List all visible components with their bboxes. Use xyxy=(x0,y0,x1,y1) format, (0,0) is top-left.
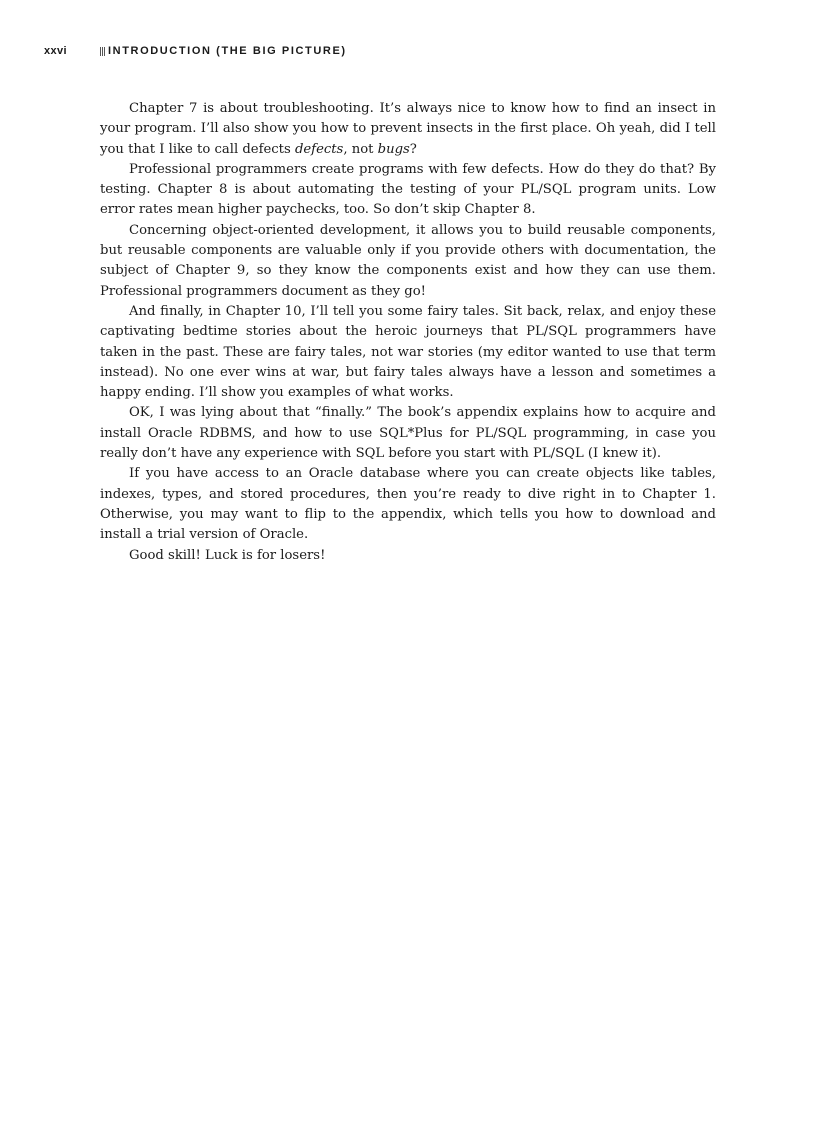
paragraph-chapter-8: Professional programmers create programs with few defects. How do they do that? By testing. Chapter 8 is about automating the testing of your PL/SQL program units. Low error rates mean higher paychecks, too. So don’t skip Chapter 8. xyxy=(100,161,716,218)
paragraph-appendix: OK, I was lying about that “finally.” The book’s appendix explains how to acquire and install Oracle RDBMS, and how to use SQL*Plus for PL/SQL programming, in case you really don’t have any experience with SQL before you start with PL/SQL (I knew it). xyxy=(100,405,716,462)
paragraph-text: Chapter 7 is about troubleshooting. It’s always nice to know how to find an insect in your program. I’ll also show you how to prevent insects in the first place. Oh yeah, did I tell you that I like to call defects xyxy=(100,101,716,157)
paragraph-text: , not xyxy=(343,141,378,157)
body-text xyxy=(100,99,716,566)
paragraph-chapter-7 xyxy=(100,99,716,160)
paragraph-closing: Good skill! Luck is for losers! xyxy=(129,547,326,563)
emphasis-defects: defects xyxy=(294,141,344,157)
page-number: xxvi xyxy=(44,45,68,57)
paragraph-chapter-10: And finally, in Chapter 10, I’ll tell you some fairy tales. Sit back, relax, and enjoy these captivating bedtime stories about the heroic journeys that PL/SQL programmers have taken in the past. These are fairy tales, not war stories (my editor wanted to use that term instead). No one ever wins at war, but fairy tales always have a lesson and sometimes a happy ending. I’ll show you examples of what works. xyxy=(100,303,716,401)
paragraph-getting-started: If you have access to an Oracle database where you can create objects like tables, indexes, types, and stored procedures, then you’re ready to dive right in to Chapter 1. Otherwise, you may want to flip to the appendix, which tells you how to download and install a trial version of Oracle. xyxy=(100,466,716,543)
section-marker-icon xyxy=(100,47,106,56)
running-title: INTRODUCTION (THE BIG PICTURE) xyxy=(108,45,347,57)
emphasis-bugs: bugs xyxy=(377,141,410,157)
paragraph-text: ? xyxy=(409,141,417,157)
running-head xyxy=(44,43,347,59)
paragraph-chapter-9: Concerning object-oriented development, it allows you to build reusable components, but reusable components are valuable only if you provide others with documentation, the subject of Chapter 9, so they know the components exist and how they can use them. Professional programmers document as they go! xyxy=(100,222,716,299)
